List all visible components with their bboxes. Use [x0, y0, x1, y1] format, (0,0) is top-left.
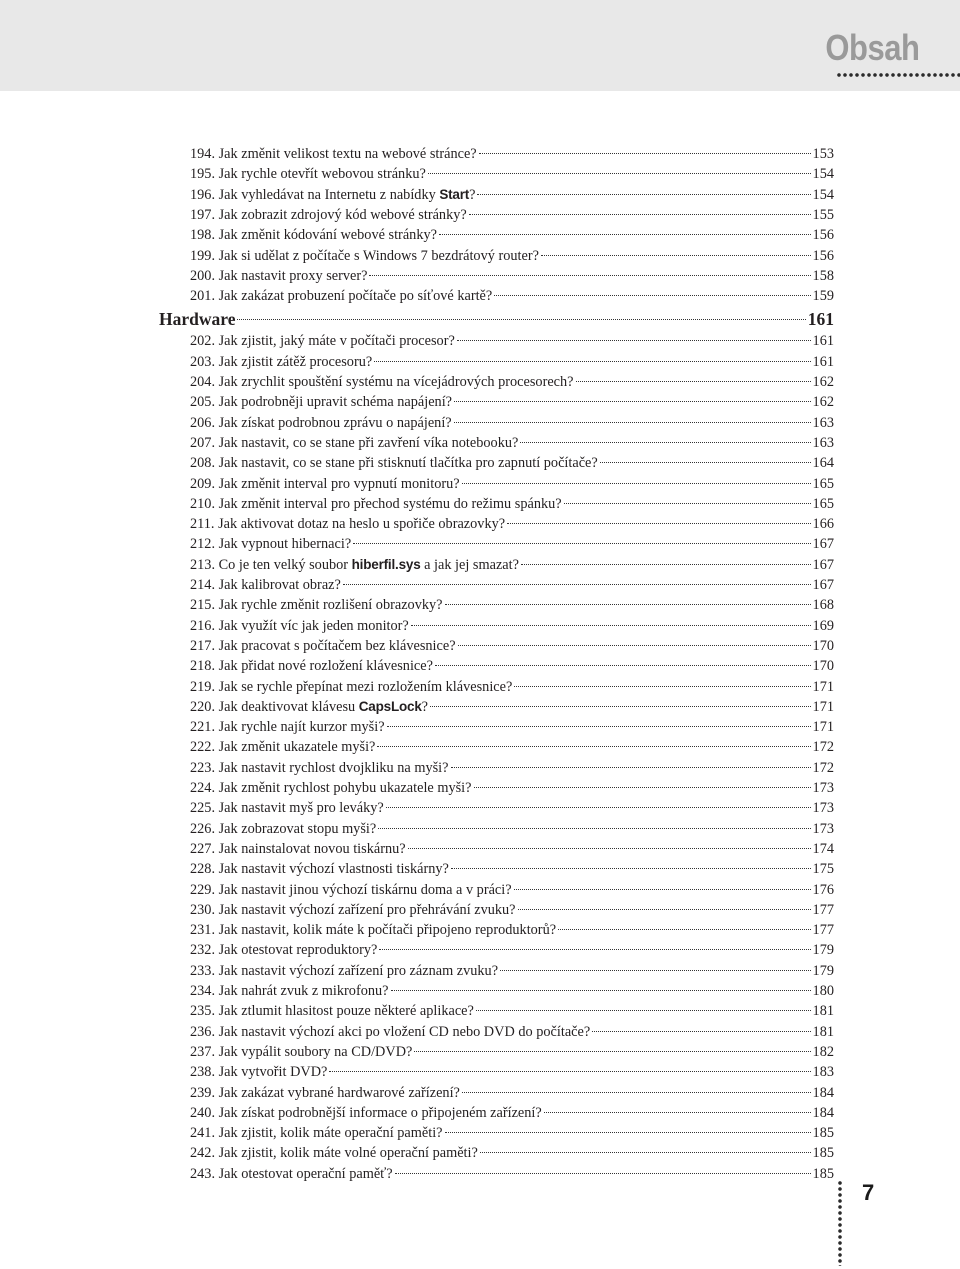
toc-entry-text: 234. Jak nahrát zvuk z mikrofonu? [190, 983, 389, 999]
toc-page-number: 162 [812, 394, 834, 411]
toc-entry[interactable] [190, 185, 834, 205]
toc-entry-text: 232. Jak otestovat reproduktory? [190, 942, 378, 959]
toc-entry-title [190, 494, 562, 514]
toc-entry[interactable] [190, 286, 834, 306]
toc-entry[interactable] [190, 839, 834, 859]
toc-entry-keyword: Start [439, 186, 470, 202]
dot-leader [541, 255, 811, 256]
dot-leader [451, 868, 811, 869]
page-number: 7 [862, 1180, 875, 1205]
dot-leader [474, 787, 811, 788]
toc-page-number: 184 [812, 1084, 834, 1101]
toc-entry-text-after: ? [421, 698, 429, 715]
toc-page-number: 171 [812, 719, 834, 736]
toc-page-number: 174 [812, 840, 834, 857]
toc-entry[interactable] [190, 555, 834, 575]
toc-entry[interactable] [190, 1042, 834, 1062]
toc-entry-title [190, 1143, 478, 1163]
dot-leader [428, 173, 811, 174]
toc-entry[interactable] [190, 1022, 834, 1042]
toc-entry-title [190, 1042, 412, 1062]
toc-page-number: 159 [812, 288, 834, 305]
toc-entry-title [190, 514, 505, 534]
toc-entry-title [190, 331, 455, 351]
toc-entry[interactable] [190, 1001, 834, 1021]
toc-page-number: 173 [812, 780, 834, 796]
toc-entry-text: 195. Jak rychle otevřít webovou stránku? [190, 166, 426, 183]
toc-entry-title [190, 798, 384, 818]
toc-entry[interactable] [190, 575, 834, 595]
toc-entry[interactable] [190, 392, 834, 412]
toc-entry[interactable] [190, 778, 834, 798]
dot-leader [479, 153, 811, 154]
toc-page-number: 154 [812, 186, 834, 203]
dot-leader [458, 645, 811, 646]
toc-entry[interactable] [190, 616, 834, 636]
dot-leader [439, 234, 811, 235]
toc-entry-text: 230. Jak nastavit výchozí zařízení pro přehrávání zvuku? [190, 901, 516, 918]
toc-entry-title [190, 1164, 393, 1184]
toc-page-number: 166 [812, 516, 834, 533]
toc-entry-title [190, 981, 389, 1001]
toc-page-number: 154 [812, 166, 834, 183]
toc-entry[interactable] [190, 595, 834, 615]
dot-leader [476, 1010, 811, 1011]
dot-leader [518, 909, 811, 910]
toc-entry-text: 223. Jak nastavit rychlost dvojkliku na myši? [190, 759, 449, 776]
toc-entry-text: 242. Jak zjistit, kolik máte volné operační paměti? [190, 1145, 478, 1162]
toc-entry-title [190, 1103, 542, 1123]
toc-entry-text: 217. Jak pracovat s počítačem bez klávesnice? [190, 637, 456, 654]
toc-page-number: 184 [812, 1104, 834, 1121]
dot-leader [379, 949, 810, 950]
toc-entry[interactable] [190, 144, 834, 164]
toc-entry-title [190, 352, 372, 372]
toc-page-number: 163 [812, 434, 834, 451]
toc-entry[interactable] [190, 758, 834, 778]
header-band [0, 0, 960, 91]
toc-entry-text: 231. Jak nastavit, kolik máte k počítači připojeno reproduktorů? [190, 922, 557, 939]
toc-entry-text: 215. Jak rychle změnit rozlišení obrazovky? [190, 597, 443, 614]
toc-page-number: 162 [812, 374, 834, 390]
toc-entry-title [190, 880, 512, 900]
toc-entry[interactable] [190, 433, 834, 453]
toc-entry-title [190, 1123, 443, 1143]
toc-page-number: 156 [812, 227, 834, 244]
toc-entry-text: 209. Jak změnit interval pro vypnutí monitoru? [190, 475, 460, 492]
dot-leader [445, 604, 811, 605]
toc-entry-text: 239. Jak zakázat vybrané hardwarové zařízení? [190, 1084, 460, 1101]
toc-entry[interactable] [190, 534, 834, 554]
toc-entry-text: 212. Jak vypnout hibernaci? [190, 536, 352, 553]
toc-entry-text: 227. Jak nainstalovat novou tiskárnu? [190, 840, 406, 857]
toc-entry-text: 198. Jak změnit kódování webové stránky? [190, 227, 437, 244]
dot-leader [386, 807, 811, 808]
toc-entry[interactable] [190, 737, 834, 757]
dot-leader [377, 746, 810, 747]
toc-entry-title [190, 697, 428, 717]
toc-page-number: 170 [812, 637, 834, 654]
dot-leader [329, 1071, 810, 1072]
toc-entry-text: 238. Jak vytvořit DVD? [190, 1064, 328, 1081]
toc-entry-title [190, 392, 452, 412]
dot-leader [480, 1152, 811, 1153]
toc-page-number: 158 [812, 267, 834, 284]
dot-leader [454, 422, 811, 423]
dot-leader [507, 523, 810, 524]
toc-entry-title [190, 636, 456, 656]
dot-leader [544, 1112, 811, 1113]
toc-page-number: 173 [812, 800, 834, 817]
toc-entry-title [190, 433, 518, 453]
toc-entry-text: 211. Jak aktivovat dotaz na heslo u spořiče obrazovky? [190, 516, 506, 533]
toc-entry[interactable] [190, 1062, 834, 1082]
toc-entry-text: 207. Jak nastavit, co se stane při zavření víka notebooku? [190, 434, 519, 451]
dot-leader [378, 828, 810, 829]
toc-entry-title [190, 1022, 590, 1042]
dot-leader [514, 889, 811, 890]
toc-entry-title [190, 555, 519, 575]
dot-leader [414, 1051, 810, 1052]
toc-entry-text: 206. Jak získat podrobnou zprávu o napájení? [190, 414, 452, 431]
toc-entry-title [190, 656, 433, 676]
toc-entry[interactable] [190, 717, 834, 737]
toc-entry-text: 226. Jak zobrazovat stopu myši? [190, 820, 377, 837]
toc-entry[interactable] [190, 656, 834, 676]
toc-entry-title [190, 961, 498, 981]
toc-entry-text: Hardware [159, 309, 236, 330]
toc-page-number: 172 [812, 759, 834, 776]
toc-entry[interactable] [190, 1103, 834, 1123]
toc-entry-text-after: a jak jej smazat? [420, 556, 519, 573]
toc-entry[interactable] [190, 819, 834, 839]
toc-entry[interactable] [190, 920, 834, 940]
toc-entry-text: 240. Jak získat podrobnější informace o připojeném zařízení? [190, 1104, 542, 1121]
toc-page-number: 165 [812, 475, 834, 492]
toc-entry-title [190, 758, 449, 778]
toc-entry[interactable] [190, 474, 834, 494]
toc-entry-text: 243. Jak otestovat operační paměť? [190, 1165, 393, 1182]
toc-page-number: 172 [812, 739, 834, 756]
dot-leader [600, 462, 811, 463]
toc-page-number: 181 [812, 1003, 834, 1020]
toc-entry-title [190, 839, 406, 859]
dot-leader [395, 1173, 811, 1174]
toc-entry-text: 221. Jak rychle najít kurzor myši? [190, 719, 385, 736]
toc-entry-text: 203. Jak zjistit zátěž procesoru? [190, 353, 373, 370]
dot-leader [558, 929, 810, 930]
toc-entry-title [190, 474, 460, 494]
dot-leader [411, 625, 811, 626]
toc-entry[interactable] [190, 205, 834, 225]
toc-entry[interactable] [190, 453, 834, 473]
toc-page-number: 163 [812, 414, 834, 431]
toc-entry-title [190, 185, 475, 205]
toc-entry[interactable] [190, 266, 834, 286]
dot-leader [494, 295, 810, 296]
toc-entry[interactable] [190, 1083, 834, 1103]
toc-entry[interactable] [190, 636, 834, 656]
toc-page-number: 165 [812, 495, 834, 512]
toc-entry-text: 220. Jak deaktivovat klávesu [190, 698, 359, 715]
toc-entry-keyword: CapsLock [358, 698, 422, 714]
toc-entry-text: 219. Jak se rychle přepínat mezi rozložením klávesnice? [190, 678, 513, 695]
toc-entry[interactable] [190, 331, 834, 351]
toc-entry[interactable] [190, 981, 834, 1001]
toc-page-number: 169 [812, 617, 834, 634]
toc-entry-title [190, 205, 467, 225]
page-dot-rule [836, 1180, 844, 1266]
toc-entry-title [190, 246, 539, 266]
toc-entry[interactable] [190, 880, 834, 900]
toc-entry-text: 237. Jak vypálit soubory na CD/DVD? [190, 1043, 413, 1060]
toc-entry-title [190, 413, 452, 433]
toc-entry-title [190, 717, 385, 737]
toc-page-number: 171 [812, 678, 834, 695]
toc-entry[interactable] [190, 225, 834, 245]
dot-leader [387, 726, 811, 727]
toc-entry-title [190, 920, 556, 940]
toc-page-number: 180 [812, 983, 834, 999]
toc-entry[interactable] [190, 164, 834, 184]
toc-page-number: 185 [812, 1125, 834, 1142]
dot-leader [430, 706, 811, 707]
toc-entry-text: 200. Jak nastavit proxy server? [190, 267, 368, 284]
toc-page-number: 176 [812, 881, 834, 898]
toc-page-number: 177 [812, 901, 834, 918]
toc-page-number: 185 [812, 1145, 834, 1162]
toc-page-number: 179 [812, 962, 834, 979]
dot-leader [462, 1092, 811, 1093]
dot-leader [343, 584, 811, 585]
dot-leader [469, 214, 811, 215]
dot-leader [457, 340, 811, 341]
toc-entry[interactable] [190, 900, 834, 920]
toc-entry[interactable] [190, 1123, 834, 1143]
toc-entry-title [190, 940, 377, 960]
dot-leader [462, 483, 811, 484]
toc-page-number: 182 [812, 1043, 834, 1060]
toc-page-number: 153 [812, 146, 834, 162]
toc-entry-text: 201. Jak zakázat probuzení počítače po síťové kartě? [190, 288, 493, 305]
toc-entry-title [190, 1083, 460, 1103]
toc-page-number: 156 [812, 247, 834, 264]
toc-entry-title [190, 286, 492, 306]
toc-section-heading[interactable] [159, 307, 834, 331]
toc-page-number: 175 [812, 861, 834, 878]
dot-leader [564, 503, 811, 504]
dot-leader [477, 194, 810, 195]
toc-entry-text: 229. Jak nastavit jinou výchozí tiskárnu doma a v práci? [190, 881, 512, 898]
toc-entry-title [190, 225, 437, 245]
dot-leader [445, 1132, 811, 1133]
toc-entry[interactable] [190, 413, 834, 433]
toc-entry-title [190, 819, 376, 839]
toc-entry-text: 196. Jak vyhledávat na Internetu z nabídky [190, 186, 440, 203]
toc-entry-text: 233. Jak nastavit výchozí zařízení pro záznam zvuku? [190, 962, 499, 979]
toc-entry[interactable] [190, 494, 834, 514]
toc-entry[interactable] [190, 514, 834, 534]
toc-entry-text: 208. Jak nastavit, co se stane při stisknutí tlačítka pro zapnutí počítače? [190, 455, 598, 472]
toc-page-number: 181 [812, 1023, 834, 1040]
toc-entry-title [190, 144, 477, 164]
toc-entry-text: 194. Jak změnit velikost textu na webové stránce? [190, 146, 477, 162]
chapter-title: Obsah [825, 27, 920, 68]
dot-leader [521, 564, 811, 565]
toc-entry-title [190, 859, 449, 879]
toc-entry[interactable] [190, 677, 834, 697]
toc-entry[interactable] [190, 798, 834, 818]
toc-entry-title [190, 1062, 327, 1082]
toc-entry-text-after: ? [469, 186, 476, 203]
dot-leader [369, 275, 810, 276]
toc-page-number: 171 [812, 698, 834, 715]
toc-entry[interactable] [190, 1143, 834, 1163]
toc-entry-title [190, 534, 351, 554]
toc-entry[interactable] [190, 940, 834, 960]
toc-entry-text: 205. Jak podrobněji upravit schéma napájení? [190, 394, 453, 411]
toc-entry-title [190, 575, 341, 595]
dot-leader [514, 686, 810, 687]
toc-entry-text: 235. Jak ztlumit hlasitost pouze některé aplikace? [190, 1003, 474, 1020]
toc-entry-title [190, 453, 598, 473]
dot-leader [237, 319, 805, 320]
toc-entry[interactable] [190, 961, 834, 981]
dot-leader [391, 990, 811, 991]
dot-leader [408, 848, 811, 849]
toc-entry-text: 225. Jak nastavit myš pro leváky? [190, 800, 384, 817]
dot-leader [435, 665, 811, 666]
toc-page-number: 168 [812, 597, 834, 614]
toc-entry-text: 236. Jak nastavit výchozí akci po vložení CD nebo DVD do počítače? [190, 1023, 591, 1040]
toc-page-number: 179 [812, 942, 834, 959]
toc-page-number: 161 [807, 309, 834, 330]
toc-page-number: 167 [812, 577, 834, 593]
toc-entry-title [190, 900, 516, 920]
dot-leader [451, 767, 811, 768]
toc-entry-title [190, 372, 574, 392]
toc-entry[interactable] [190, 352, 834, 372]
toc-page-number: 173 [812, 820, 834, 837]
toc-page-number: 177 [812, 922, 834, 939]
toc-entry-text: 222. Jak změnit ukazatele myši? [190, 739, 376, 756]
toc-entry-text: 199. Jak si udělat z počítače s Windows 7 bezdrátový router? [190, 247, 539, 264]
toc-entry-title [190, 778, 472, 798]
toc-entry-title [190, 164, 426, 184]
toc-entry[interactable] [190, 246, 834, 266]
toc-entry[interactable] [190, 859, 834, 879]
dot-leader [576, 381, 811, 382]
dot-leader [500, 970, 810, 971]
dot-leader [374, 361, 810, 362]
toc-entry-text: 214. Jak kalibrovat obraz? [190, 577, 341, 593]
toc-page-number: 170 [812, 658, 834, 675]
dot-leader [353, 543, 810, 544]
toc-entry-text: 224. Jak změnit rychlost pohybu ukazatele myši? [190, 780, 472, 796]
toc-entry-text: 202. Jak zjistit, jaký máte v počítači procesor? [190, 333, 455, 350]
header-dot-rule [836, 71, 960, 79]
toc-page-number: 167 [812, 556, 834, 573]
toc-entry-keyword: hiberfil.sys [351, 556, 421, 572]
toc-entry-text: 204. Jak zrychlit spouštění systému na vícejádrových procesorech? [190, 374, 574, 390]
toc-entry-text: 210. Jak změnit interval pro přechod systému do režimu spánku? [190, 495, 562, 512]
toc-entry-text: 197. Jak zobrazit zdrojový kód webové stránky? [190, 206, 467, 223]
toc-page-number: 161 [812, 333, 834, 350]
toc-entry-title [190, 616, 409, 636]
toc-page-number: 155 [812, 206, 834, 223]
toc-entry[interactable] [190, 372, 834, 392]
toc-page-number: 183 [812, 1064, 834, 1081]
toc-page-number: 185 [812, 1165, 834, 1182]
toc-entry[interactable] [190, 697, 834, 717]
dot-leader [520, 442, 810, 443]
toc-entry-title [190, 677, 512, 697]
toc-entry-text: 228. Jak nastavit výchozí vlastnosti tiskárny? [190, 861, 449, 878]
toc-entry-title [190, 1001, 474, 1021]
toc-entry-text: 216. Jak využít víc jak jeden monitor? [190, 617, 409, 634]
toc-page-number: 161 [812, 353, 834, 370]
toc-page-number: 164 [812, 455, 834, 472]
toc-entry-title [190, 737, 375, 757]
dot-leader [592, 1031, 810, 1032]
toc-entry-title [190, 266, 367, 286]
dot-leader [454, 401, 811, 402]
toc-entry-title [159, 307, 235, 331]
toc-entry-title [190, 595, 443, 615]
toc-page-number: 167 [812, 536, 834, 553]
toc-entry-text: 241. Jak zjistit, kolik máte operační paměti? [190, 1125, 443, 1142]
toc-entry-text: 218. Jak přidat nové rozložení klávesnice? [190, 658, 433, 675]
toc-entry[interactable] [190, 1164, 834, 1184]
toc-entry-text: 213. Co je ten velký soubor [190, 556, 352, 573]
